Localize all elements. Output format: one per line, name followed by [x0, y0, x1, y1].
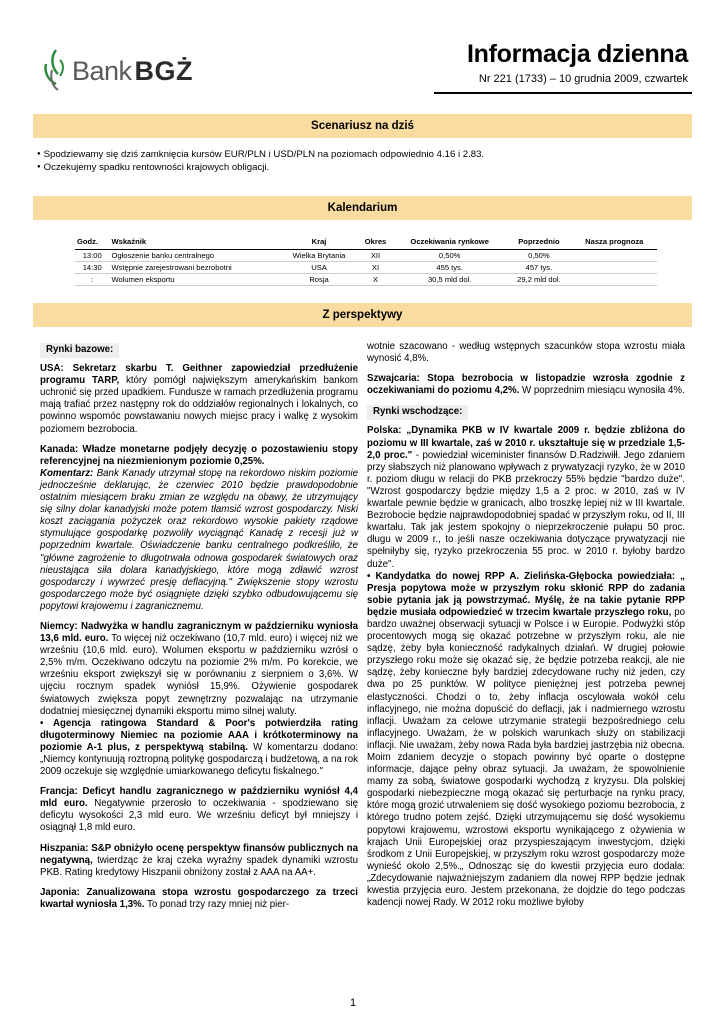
cell-period: XII [358, 250, 393, 262]
paragraph-usa: USA: Sekretarz skarbu T. Geithner zapowiedział przedłużenie programu TARP, który pomógł największym amerykańskim bankom uchronić się przed upadkiem. Fundusze w ramach przedłużenia programu mają trafiać przez następny rok do oddziałów regionalnych i lokalnych, co powinno wspomóc powstawaniu nowych miejsc pracy i walkę z wysokim poziomem bezrobocia. [40, 363, 358, 435]
subheading-emerging-markets: Rynki wschodzące: [367, 405, 468, 420]
cell-time: 13:00 [75, 250, 109, 262]
calendar-table [75, 235, 657, 286]
section-calendar-header: Kalendarium [33, 196, 692, 220]
paragraph-rating-agency: • Agencja ratingowa Standard & Poor's potwierdziła rating długoterminowy Niemiec na poziomie AAA i krótkoterminowy na poziomie A-1 plus, z perspektywą stabilną. W komentarzu dodano: „Niemcy kontynuują roztropną politykę gospodarczą i budżetową, a na rok 2009 oczekuje się względnie umiarkowanego deficytu fiskalnego." [40, 717, 358, 778]
scenario-list [37, 148, 484, 174]
bank-logo [38, 46, 238, 96]
cell-expectations: 0,50% [393, 250, 506, 262]
section-perspective-header: Z perspektywy [33, 303, 692, 327]
wheat-logo-icon [38, 46, 68, 96]
paragraph-switzerland: Szwajcaria: Stopa bezrobocia w listopadzie wzrosła zgodnie z oczekiwaniami do poziomu 4,2%. W poprzednim miesiącu wynosiła 4%. [367, 373, 685, 397]
page-number: 1 [350, 997, 357, 1009]
paragraph-rpp-candidate: • Kandydatka do nowej RPP A. Zielińska-Głębocka powiedziała: „ Presja popytowa może w przyszłym roku skłonić RPP do zadania sobie pytania jak ją powstrzymać. Myślę, że na takie pytanie RPP będzie musiała odpowiedzieć w trzecim kwartale przyszłego roku, po bardzo uważnej obserwacji sytuacji w Polsce i w Europie. Podwyżki stóp procentowych mogą się okazać potrzebne w przyszłym roku, ale nie sądzę, żeby była konieczność radykalnych działań. W drugiej połowie przyszłego roku może się okazać się, że będzie potrzeba reakcji, ale nie sądzę, żeby konieczne były bardziej zdecydowane ruchy niż jeden, czy dwa po 25 punktów. W polityce pieniężnej jest potrzeba pewnej elastyczności. Chodzi o to, żeby inflacja oscylowała wokół celu inflacyjnego, nie można dopuścić do deflacji, jak i nadmiernego wzrostu inflacji. Uważam za celowe utrzymanie strategii bezpośredniego celu inflacyjnego. Uważam, że w polskich warunkach służy on stabilizacji inflacji. Nie uważam, żeby nowa Rada była bardziej jastrzębia niż obecna. Moim zdaniem decyzje o stopach powinny być oparte o dostępne informacje, dające pełny obraz sytuacji. Ja uważam, że spowolnienie mamy za sobą, światowe gospodarki wychodzą z kryzysu. Dla polskiej gospodarki niebezpieczne mogą okazać się perturbacje na rynku pracy, które mogą grozić utrwaleniem się dość wysokiego poziomu bezrobocia, z którego trudno potem zejść. Dzięki utrzymującemu się dość wysokiemu popytowi krajowemu, wzrostowi eksportu wynikającego z ożywienia w krajach Unii Europejskiej oraz przyspieszającym inwestycjom, dzięki środkom z Unii Europejskiej, w przyszłym roku wzrost gospodarczy może wynieść około 2,5%.„ Odnosząc się do kwestii przyjęcia euro dodała: „Zdecydowanie najważniejszym zadaniem dla nowej RPP będzie jednak kwestia przyjęcia euro. Jestem przekonana, że dojdzie do tego podczas kadencji nowej Rady. W 2012 roku możliwe byłoby [367, 570, 685, 909]
cell-expectations: 455 tys. [393, 262, 506, 274]
paragraph-germany: Niemcy: Nadwyżka w handlu zagranicznym w październiku wyniosła 13,6 mld. euro. To więcej niż oczekiwano (10,7 mld. euro) i więcej niż we wrześniu (10,6 mld. euro). Wolumen eksportu w październiku wzrósł o 2,5% m/m. Oczekiwano odczytu na poziomie 2% m/m. Po korekcie, we wrześniu eksport zwiększył się w porównaniu z sierpniem o 3,6%. W ujęciu rocznym spadek wyniósł 15,9%. Ożywienie gospodarek światowych zwiększa popyt zewnętrzny pozwalając na utrzymanie dodatniej miesięcznej dynamiki eksportu mimo silnej waluty. [40, 620, 359, 717]
cell-indicator: Wolumen eksportu [109, 274, 280, 286]
col-header-previous: Poprzednio [506, 235, 571, 250]
cell-indicator: Ogłoszenie banku centralnego [109, 250, 280, 262]
col-header-period: Okres [358, 235, 393, 250]
subheading-base-markets: Rynki bazowe: [40, 343, 119, 358]
cell-time: 14:30 [75, 262, 109, 274]
cell-previous: 0,50% [506, 250, 571, 262]
col-header-expectations: Oczekiwania rynkowe [393, 235, 506, 250]
cell-forecast [572, 262, 658, 274]
cell-expectations: 30,5 mld dol. [393, 274, 506, 286]
list-item: ● Oczekujemy spadku rentowności krajowych obligacji. [37, 161, 484, 174]
cell-country: Wielka Brytania [280, 250, 358, 262]
col-header-indicator: Wskaźnik [109, 235, 280, 250]
cell-period: XI [358, 262, 393, 274]
col-header-time: Godz. [75, 235, 109, 250]
cell-forecast [572, 250, 658, 262]
section-scenario-header: Scenariusz na dziś [33, 114, 692, 138]
cell-country: Rosja [280, 274, 358, 286]
table-row [75, 274, 657, 286]
cell-forecast [572, 274, 658, 286]
paragraph-japan-continued: wotnie szacowano - według wstępnych szacunków stopa wzrostu miała wynosić 4,8%. [367, 341, 685, 365]
cell-previous: 457 tys. [506, 262, 571, 274]
table-header-row [75, 235, 657, 250]
left-column [40, 343, 358, 919]
document-subtitle: Nr 221 (1733) – 10 grudnia 2009, czwartek [478, 73, 688, 85]
paragraph-france: Francja: Deficyt handlu zagranicznego w październiku wyniósł 4,4 mld euro. Negatywnie przerosło to oczekiwania - spodziewano się deficytu wysokości 2,3 mld euro. We wrześniu deficyt był mniejszy i osiągnął 1,8 mld euro. [40, 786, 358, 834]
cell-period: X [358, 274, 393, 286]
list-item: ● Spodziewamy się dziś zamknięcia kursów EUR/PLN i USD/PLN na poziomach odpowiednio 4.16 i 2.83. [37, 148, 484, 161]
col-header-forecast: Nasza prognoza [572, 235, 658, 250]
cell-time: : [75, 274, 109, 286]
cell-indicator: Wstępnie zarejestrowani bezrobotni [109, 262, 280, 274]
document-title: Informacja dzienna [466, 40, 688, 68]
logo-wordmark: Bank BGŻ [72, 56, 194, 86]
cell-previous: 29,2 mld dol. [506, 274, 571, 286]
col-header-country: Kraj [280, 235, 358, 250]
paragraph-canada: Kanada: Władze monetarne podjęły decyzję o pozostawieniu stopy referencyjnej na niezmienionym poziomie 0,25%. Komentarz: Bank Kanady utrzymał stopę na rekordowo niskim poziomie jednocześnie deklarując, że czerwiec 2010 będzie prawdopodobnie ostatnim miesiącem braku zmian ze względu na obawy, że utrzymujący się silny dolar kanadyjski może potem tłamsić wzrost gospodarczy. Niski koszt zaciągania pożyczek oraz rekordowo wysokie pakiety rządowe stymulujące gospodarkę pozwoliły wyciągnąć Kanadę z recesji już w poprzednim kwartale. Oświadczenie banku centralnego podkreśliło, że "główne zagrożenie to długotrwała odnowa gospodarek światowych oraz nieustająca siła dolara kanadyjskiego, które mogą zdławić wzrost gospodarczy i wywrzeć presję deflacyjną." Zwiększenie stopy wzrostu gospodarczego może być osiągnięte dzięki szybko odbudowującemu się popytowi krajowemu i zagranicznemu. [40, 443, 358, 612]
table-row [75, 250, 657, 262]
paragraph-spain: Hiszpania: S&P obniżyło ocenę perspektyw finansów publicznych na negatywną, twierdząc że kraj czeka wyraźny spadek dynamiki wzrostu PKB. Rating kredytowy Hiszpanii obniżony został z AAA na AA+. [40, 842, 358, 878]
right-column [367, 341, 685, 917]
paragraph-japan: Japonia: Zanualizowana stopa wzrostu gospodarczego za trzeci kwartał wyniosła 1,3%. To ponad trzy razy mniej niż pier- [40, 886, 358, 910]
paragraph-poland: Polska: „Dynamika PKB w IV kwartale 2009 r. będzie zbliżona do poziomu w III kwartale, zaś w 2010 r. ukształtuje się w przedziale 1,5-2,0 proc." - powiedział wiceminister finansów D.Radziwiłł. Jego zdaniem przy słabszych niż planowano wpływach z prywatyzacji ryzyko, że w 2010 r. poziom długu w relacji do PKB przekroczy 55% będzie "bardzo duże". "Wzrost gospodarczy będzie między 1,5 a 2 proc. w 2010, zaś w IV kwartale pewnie będzie w granicach, albo troszkę lepiej niż w III kwartale. Bezrobocie będzie najprawdopodobniej spadać w przyszłym roku, od II, III kwartału. Tak jak jestem spokojny o nieprzekroczenie pułapu 50 proc. długu w 2009 r., to jeśli nasze oczekiwania dotyczące prywatyzacji nie spełniłyby się, ryzyko przekroczenia 55 proc. w 2010 r. byłoby bardzo duże". [367, 425, 685, 570]
cell-country: USA [280, 262, 358, 274]
table-row [75, 262, 657, 274]
header-divider [434, 92, 692, 94]
